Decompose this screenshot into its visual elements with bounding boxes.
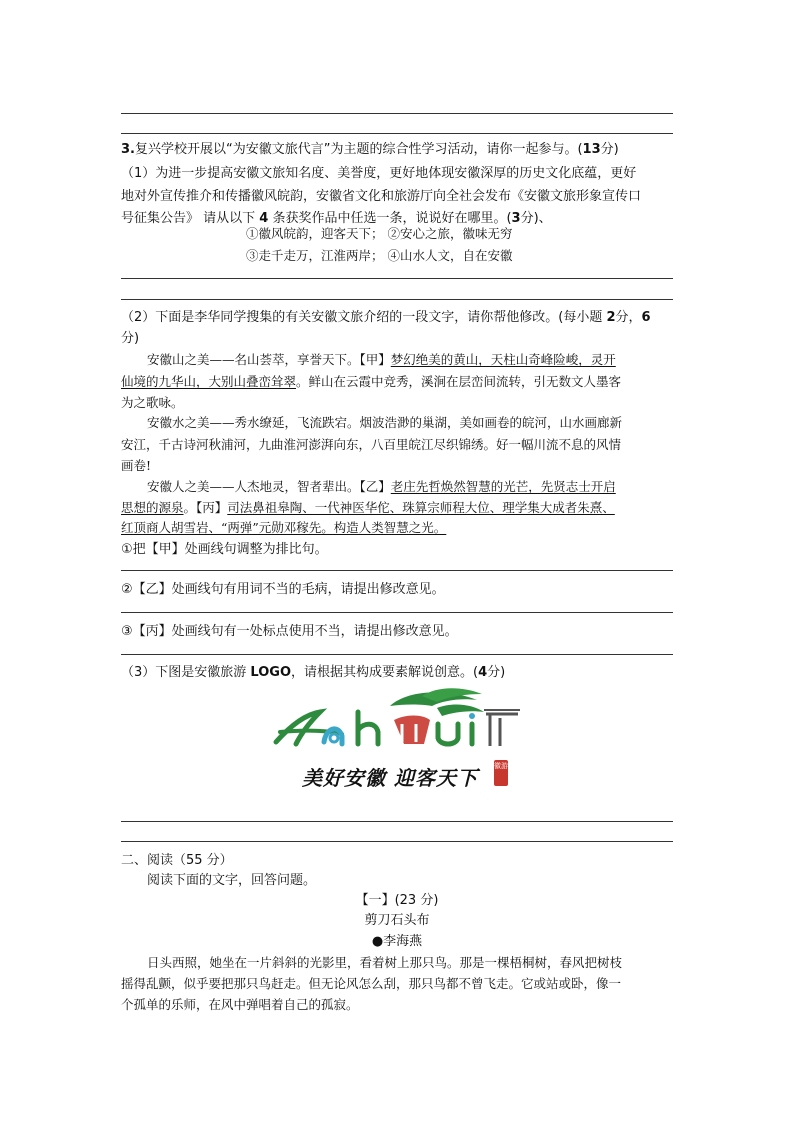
score: 13 <box>582 142 601 157</box>
sub-question-2: ②【乙】处画线句有用词不当的毛病，请提出修改意见。 <box>121 582 445 597</box>
part-2-line-2: 分) <box>121 331 140 346</box>
answer-line <box>121 278 673 279</box>
text: 。鲜山在云霞中竞秀，溪涧在层峦间流转，引无数文人墨客 <box>296 374 622 389</box>
text: 号征集公告》 请从以下 <box>121 211 260 226</box>
answer-line <box>121 821 673 822</box>
sub-question-1: ①把【甲】处画线句调整为排比句。 <box>121 542 328 557</box>
passage-body-line-3: 个孤单的乐师，在风中弹唱着自己的孤寂。 <box>121 997 359 1012</box>
logo-archway <box>486 714 518 746</box>
passage-body-line-1: 日头西照，她坐在一片斜斜的光影里，看着树上那只鸟。那是一棵梧桐树，春风把树枝 <box>147 955 623 970</box>
logo-slogan: 美好安徽 迎客天下 <box>302 766 478 790</box>
logo-letter-u <box>438 724 458 744</box>
text: 。【丙】 <box>183 500 228 515</box>
section-heading: 二、阅读（55 分） <box>121 853 233 868</box>
slogan-row-2: ③走千走万，江淮两岸； ④山水人文，自在安徽 <box>246 248 513 263</box>
underlined-jia: 梦幻绝美的黄山，天柱山奇峰险峻，灵开 <box>390 352 616 367</box>
count: 4 <box>259 211 269 226</box>
answer-line <box>121 570 673 571</box>
answer-line <box>121 612 673 613</box>
score: 3 <box>511 211 521 226</box>
answer-line <box>121 841 673 842</box>
score-unit: 分) <box>600 142 619 157</box>
logo-letter-a <box>276 712 320 744</box>
answer-line <box>121 654 673 655</box>
logo-word: LOGO <box>250 665 291 680</box>
passage-para-1-line-3: 为之歌咏。 <box>121 395 184 410</box>
underlined-yi: 老庄先哲焕然智慧的光芒，先贤志士开启 <box>390 479 616 494</box>
passage-para-3-line-3 <box>121 518 446 536</box>
slogan-row-1: ①徽风皖韵，迎客天下； ②安心之旅，徽味无穷 <box>246 226 513 241</box>
underlined-yi: 思想的源泉 <box>121 500 184 515</box>
passage-para-2-line-1: 安徽水之美——秀水缭延，飞流跌宕。烟波浩渺的巢湖，美如画卷的皖河，山水画廊新 <box>147 415 623 430</box>
text: 安徽人之美——人杰地灵，智者辈出。【乙】 <box>147 479 391 494</box>
text: 安徽山之美——名山荟萃，享誉天下。【甲】 <box>147 352 391 367</box>
score: 4 <box>478 665 488 680</box>
score: 6 <box>641 310 651 325</box>
question-number: 3. <box>121 142 135 157</box>
part-2-line-1 <box>121 306 651 325</box>
logo-seal: 徽游 <box>494 760 508 786</box>
logo-i-dot <box>469 713 475 719</box>
answer-line <box>121 133 673 134</box>
underlined-bing: 司法鼻祖皋陶、一代神医华佗、珠算宗师程大位、理学集大成者朱熹、 <box>227 500 615 515</box>
text: （3）下图是安徽旅游 <box>121 665 251 680</box>
underlined-bing: 红顶商人胡雪岩、“两弹”元勋邓稼先。构造人类智慧之光。 <box>121 520 447 535</box>
question-3-title <box>121 138 619 157</box>
score: 2 <box>606 310 616 325</box>
passage-para-3-line-2 <box>121 498 615 516</box>
text: （2）下面是李华同学搜集的有关安徽文旅介绍的一段文字，请你帮他修改。(每小题 <box>121 310 607 325</box>
text: 分) <box>487 665 506 680</box>
passage-para-1-line-2 <box>121 372 621 390</box>
passage-section-label: 【一】(23 分) <box>355 893 439 908</box>
passage-para-2-line-2: 安江，千古诗河秋浦河，九曲淮河澎湃向东，八百里皖江尽织锦绣。好一幅川流不息的风情 <box>121 437 622 452</box>
passage-para-3-line-1 <box>147 477 616 495</box>
answer-line <box>121 113 673 114</box>
text: 条获奖作品中任选一条，说说好在哪里。( <box>268 211 512 226</box>
passage-title: 剪刀石头布 <box>364 913 430 928</box>
logo-red-shape <box>394 716 430 745</box>
passage-para-2-line-3: 画卷! <box>121 458 152 473</box>
text: 分， <box>615 310 642 325</box>
text: ，请根据其构成要素解说创意。( <box>291 665 479 680</box>
passage-body-line-2: 摇得乱颤，似乎要把那只鸟赶走。但无论风怎么刮，那只鸟都不曾飞走。它或站或卧，像一 <box>121 976 622 991</box>
reading-instruction: 阅读下面的文字，回答问题。 <box>147 873 317 888</box>
text: 分)、 <box>520 211 552 226</box>
question-text: 复兴学校开展以“为安徽文旅代言”为主题的综合性学习活动，请你一起参与。( <box>134 142 583 157</box>
passage-para-1-line-1 <box>147 350 616 368</box>
logo-leaf-3 <box>437 705 484 716</box>
answer-line <box>121 299 673 300</box>
part-1-line-2: 地对外宣传推介和传播徽风皖韵，安徽省文化和旅游厅向全社会发布《安徽文旅形象宣传口 <box>121 189 642 204</box>
logo-n-dot <box>330 734 338 742</box>
part-3-line-1 <box>121 661 505 680</box>
sub-question-3: ③【丙】处画线句有一处标点使用不当，请提出修改意见。 <box>121 624 458 639</box>
anhui-tourism-logo <box>272 684 524 796</box>
logo-letter-h <box>358 712 378 744</box>
underlined-jia: 仙境的九华山，大别山叠峦耸翠 <box>121 374 297 389</box>
part-1-line-1: （1）为进一步提高安徽文旅知名度、美誉度，更好地体现安徽深厚的历史文化底蕴，更好 <box>121 166 637 181</box>
passage-author: ●李海燕 <box>371 934 423 949</box>
